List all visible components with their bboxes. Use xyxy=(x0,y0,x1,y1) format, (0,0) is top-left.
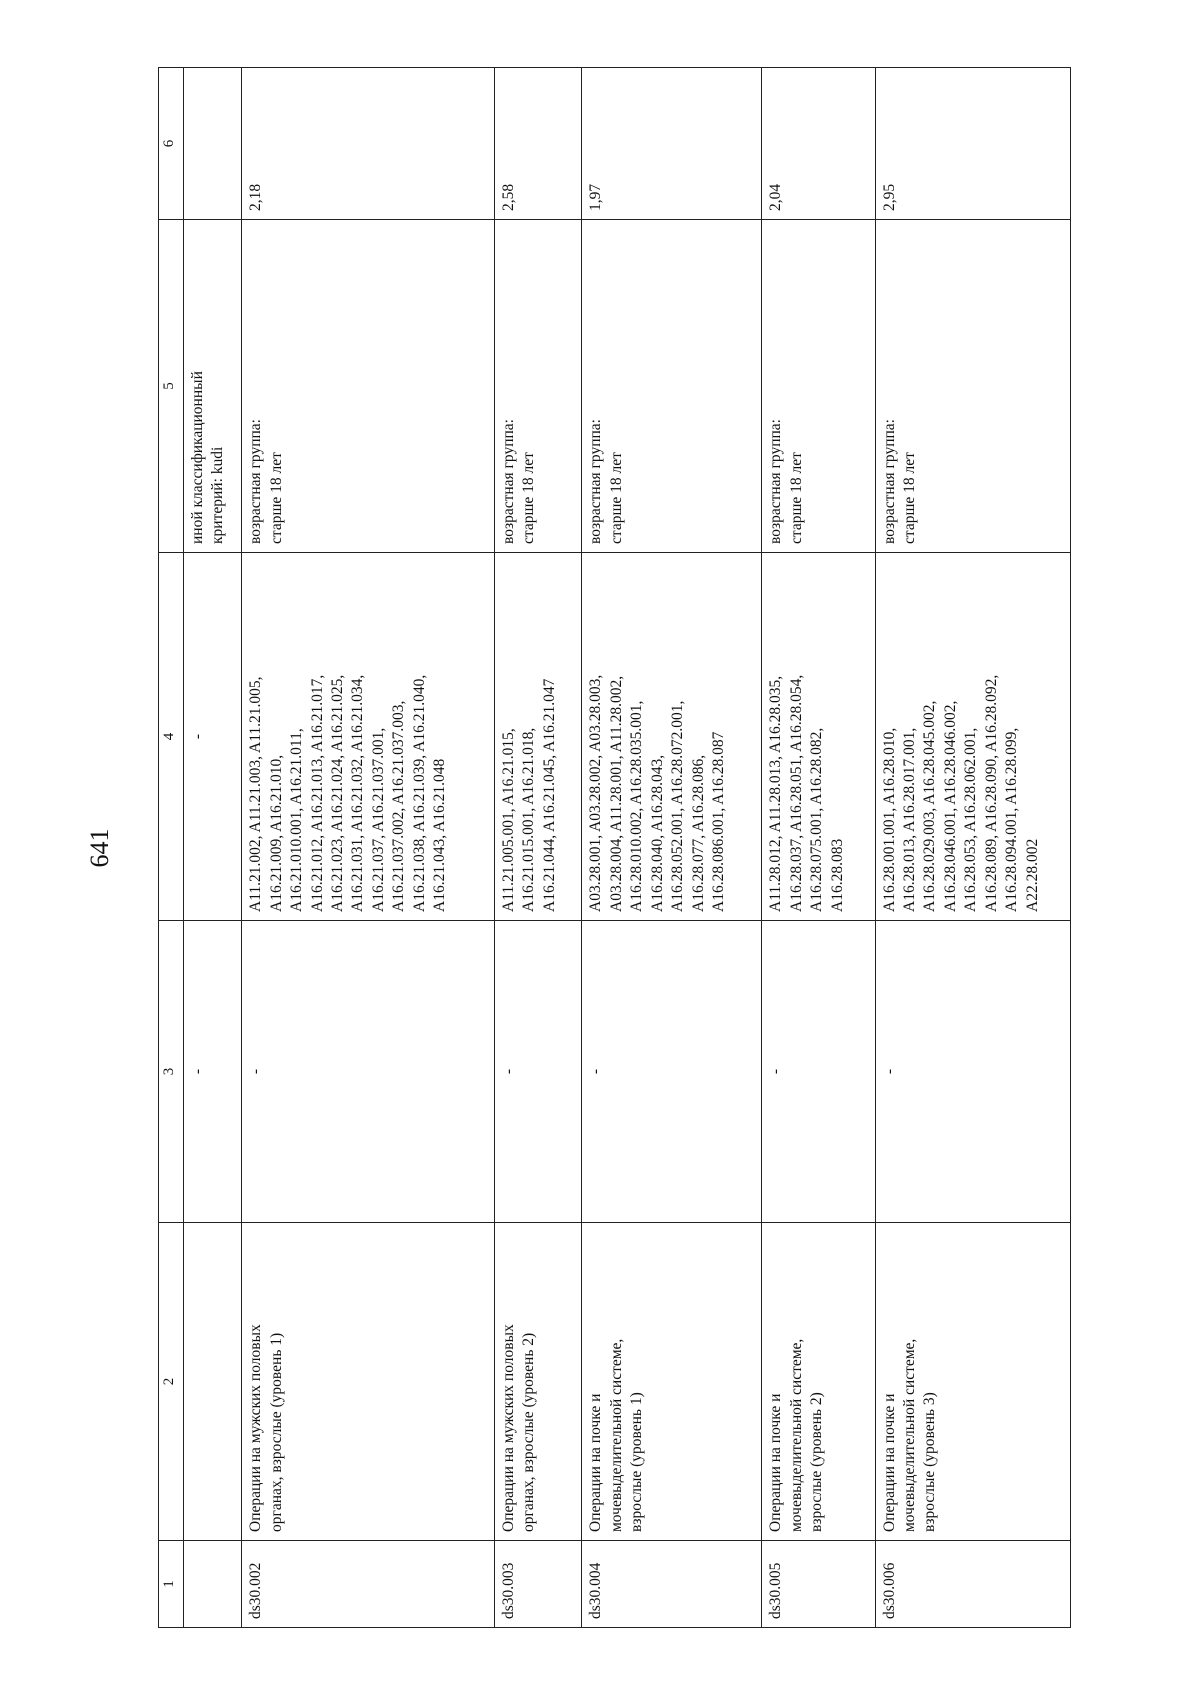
note-cell-diagnosis: - xyxy=(184,921,242,1223)
cell-criteria: возрастная группа: старше 18 лет xyxy=(762,220,875,553)
cell-diagnosis: - xyxy=(762,921,875,1223)
note-cell-criteria: иной классификационный критерий: kudi xyxy=(184,220,242,553)
cell-code: ds30.004 xyxy=(582,1541,762,1628)
cell-criteria: возрастная группа: старше 18 лет xyxy=(875,220,1070,553)
header-cell-1: 1 xyxy=(159,1541,184,1628)
cell-code: ds30.002 xyxy=(242,1541,494,1628)
cell-code: ds30.005 xyxy=(762,1541,875,1628)
data-table xyxy=(158,67,1071,1628)
cell-services: A03.28.001, A03.28.002, A03.28.003, A03.28.004, A11.28.001, A11.28.002, A16.28.010.002, A16.28.035.001, A16.28.040, A16.28.043, A16.28.052.001, A16.28.072.001, A16.28.077, A16.28.086, A16.28.086.001, A16.28.087 xyxy=(582,553,762,921)
cell-diagnosis: - xyxy=(582,921,762,1223)
note-cell-code xyxy=(184,1541,242,1628)
header-cell-5: 5 xyxy=(159,220,184,553)
page-number: 641 xyxy=(85,828,114,868)
table-row xyxy=(494,68,582,1628)
cell-name: Операции на почке и мочевыделительной системе, взрослые (уровень 2) xyxy=(762,1223,875,1541)
cell-coef: 2,04 xyxy=(762,68,875,220)
table-row xyxy=(582,68,762,1628)
cell-name: Операции на мужских половых органах, взрослые (уровень 2) xyxy=(494,1223,582,1541)
header-cell-3: 3 xyxy=(159,921,184,1223)
note-cell-services: - xyxy=(184,553,242,921)
table-row xyxy=(875,68,1070,1628)
cell-criteria: возрастная группа: старше 18 лет xyxy=(582,220,762,553)
cell-services: A16.28.001.001, A16.28.010, A16.28.013, A16.28.017.001, A16.28.029.003, A16.28.045.002, A16.28.046.001, A16.28.046.002, A16.28.053, A16.28.062.001, A16.28.089, A16.28.090, A16.28.092, A16.28.094.001, A16.28.099, A22.28.002 xyxy=(875,553,1070,921)
cell-coef: 1,97 xyxy=(582,68,762,220)
note-cell-coef xyxy=(184,68,242,220)
cell-services: A11.28.012, A11.28.013, A16.28.035, A16.28.037, A16.28.051, A16.28.054, A16.28.075.001, A16.28.082, A16.28.083 xyxy=(762,553,875,921)
cell-services: A11.21.005.001, A16.21.015, A16.21.015.001, A16.21.018, A16.21.044, A16.21.045, A16.21.047 xyxy=(494,553,582,921)
cell-name: Операции на почке и мочевыделительной системе, взрослые (уровень 3) xyxy=(875,1223,1070,1541)
rotated-table-container xyxy=(158,68,1071,1628)
note-row xyxy=(184,68,242,1628)
cell-coef: 2,58 xyxy=(494,68,582,220)
cell-criteria: возрастная группа: старше 18 лет xyxy=(242,220,494,553)
cell-code: ds30.006 xyxy=(875,1541,1070,1628)
cell-criteria: возрастная группа: старше 18 лет xyxy=(494,220,582,553)
header-cell-6: 6 xyxy=(159,68,184,220)
cell-code: ds30.003 xyxy=(494,1541,582,1628)
cell-diagnosis: - xyxy=(494,921,582,1223)
note-cell-name xyxy=(184,1223,242,1541)
header-row xyxy=(159,68,184,1628)
cell-diagnosis: - xyxy=(875,921,1070,1223)
cell-coef: 2,18 xyxy=(242,68,494,220)
cell-coef: 2,95 xyxy=(875,68,1070,220)
header-cell-2: 2 xyxy=(159,1223,184,1541)
cell-services: A11.21.002, A11.21.003, A11.21.005, A16.21.009, A16.21.010, A16.21.010.001, A16.21.011, A16.21.012, A16.21.013, A16.21.017, A16.21.023, A16.21.024, A16.21.025, A16.21.031, A16.21.032, A16.21.034, A16.21.037, A16.21.037.001, A16.21.037.002, A16.21.037.003, A16.21.038, A16.21.039, A16.21.040, A16.21.043, A16.21.048 xyxy=(242,553,494,921)
cell-diagnosis: - xyxy=(242,921,494,1223)
header-cell-4: 4 xyxy=(159,553,184,921)
cell-name: Операции на мужских половых органах, взрослые (уровень 1) xyxy=(242,1223,494,1541)
table-row xyxy=(242,68,494,1628)
cell-name: Операции на почке и мочевыделительной системе, взрослые (уровень 1) xyxy=(582,1223,762,1541)
table-row xyxy=(762,68,875,1628)
table-wrapper xyxy=(158,68,1071,1628)
